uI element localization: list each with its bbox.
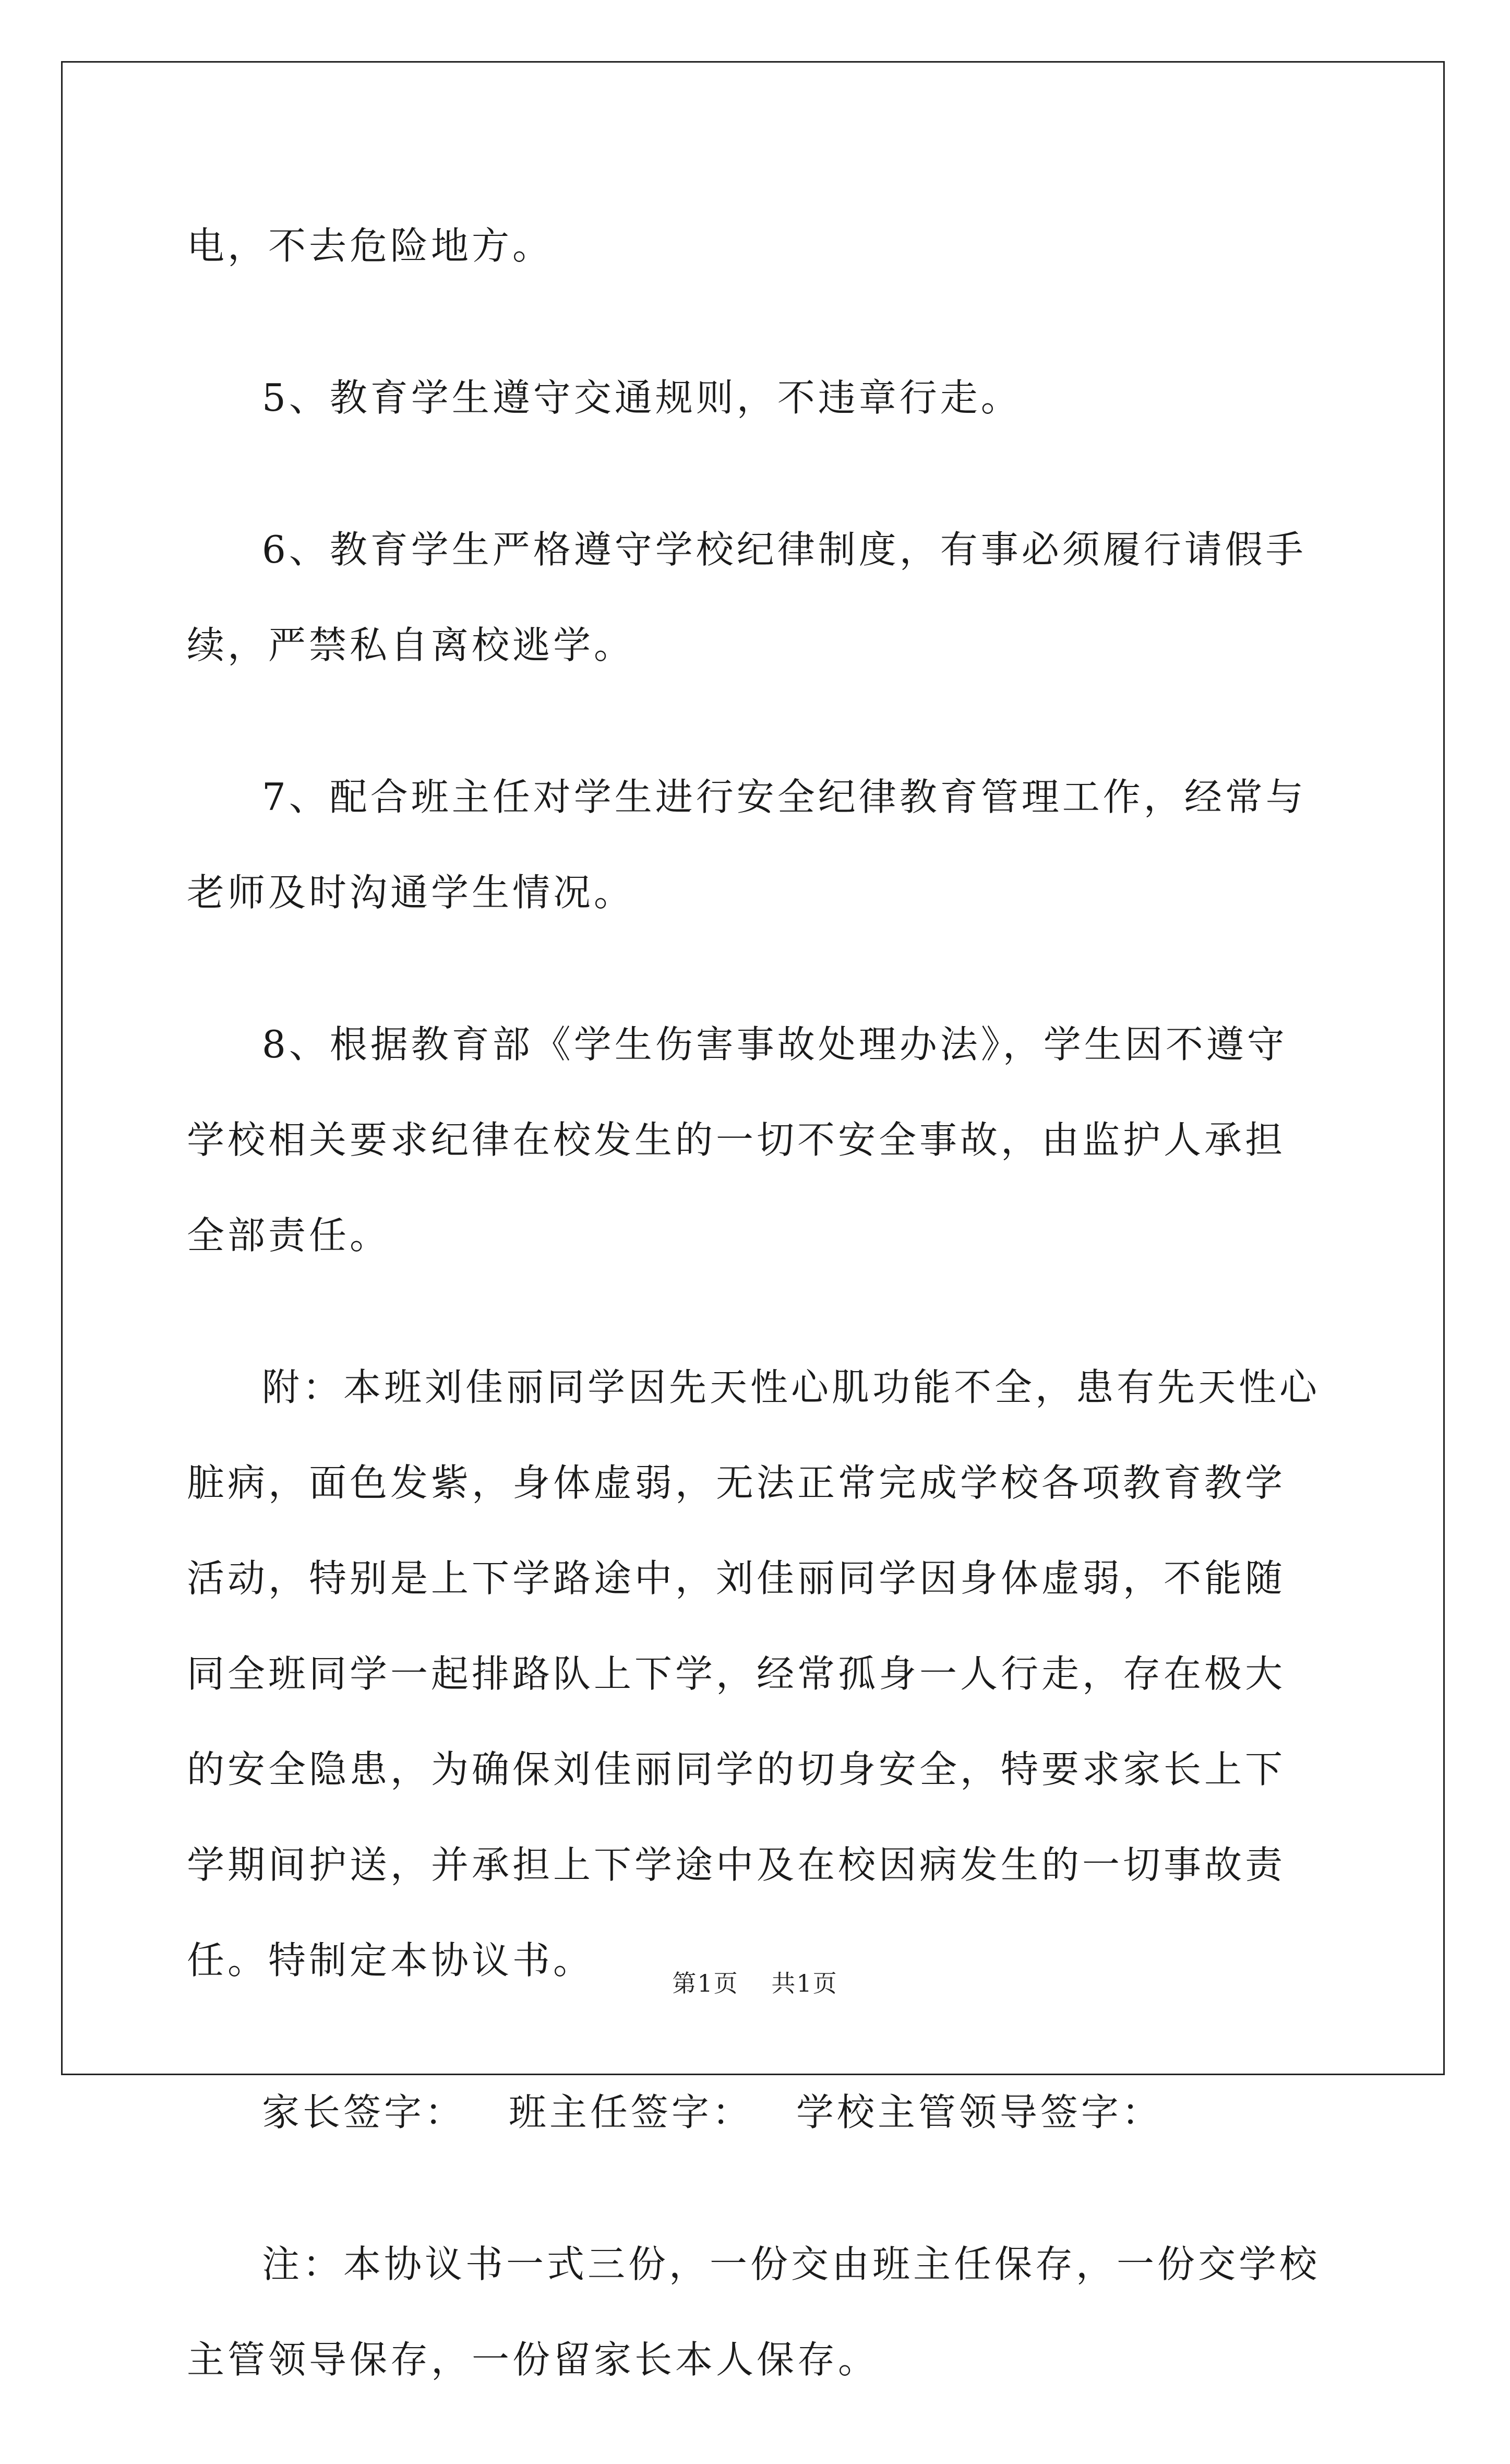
signature-line [187, 2065, 1324, 2160]
paragraph-item-7: 7、配合班主任对学生进行安全纪律教育管理工作，经常与老师及时沟通学生情况。 [187, 775, 1307, 914]
document-body [187, 198, 1324, 2464]
page-total: 共1页 [771, 1969, 838, 1997]
page-number: 第1页 [672, 1969, 739, 1997]
paragraph-item-8: 8、根据教育部《学生伤害事故处理办法》，学生因不遵守学校相关要求纪律在校发生的一切不安全事故，由监护人承担全部责任。 [187, 1022, 1288, 1257]
leader-signature-label: 学校主管领导签字： [796, 2090, 1163, 2134]
parent-signature-label: 家长签字： [262, 2090, 466, 2134]
page-footer [0, 1968, 1510, 1999]
paragraph-appendix: 附：本班刘佳丽同学因先天性心肌功能不全，患有先天性心脏病，面色发紫，身体虚弱，无法正常完成学校各项教育教学活动，特别是上下学路途中，刘佳丽同学因身体虚弱，不能随同全班同学一起排路队上下学，经常孤身一人行走，存在极大的安全隐患，为确保刘佳丽同学的切身安全，特要求家长上下学期间护送，并承担上下学途中及在校因病发生的一切事故责任。特制定本协议书。 [187, 1365, 1321, 1982]
teacher-signature-label: 班主任签字： [508, 2090, 753, 2134]
paragraph-item-6: 6、教育学生严格遵守学校纪律制度，有事必须履行请假手续，严禁私自离校逃学。 [187, 528, 1307, 667]
paragraph-note: 注：本协议书一式三份，一份交由班主任保存，一份交学校主管领导保存，一份留家长本人保存。 [187, 2242, 1321, 2382]
paragraph-item-5: 5、教育学生遵守交通规则，不违章行走。 [262, 376, 1022, 420]
paragraph-continuation: 电，不去危险地方。 [187, 224, 554, 268]
